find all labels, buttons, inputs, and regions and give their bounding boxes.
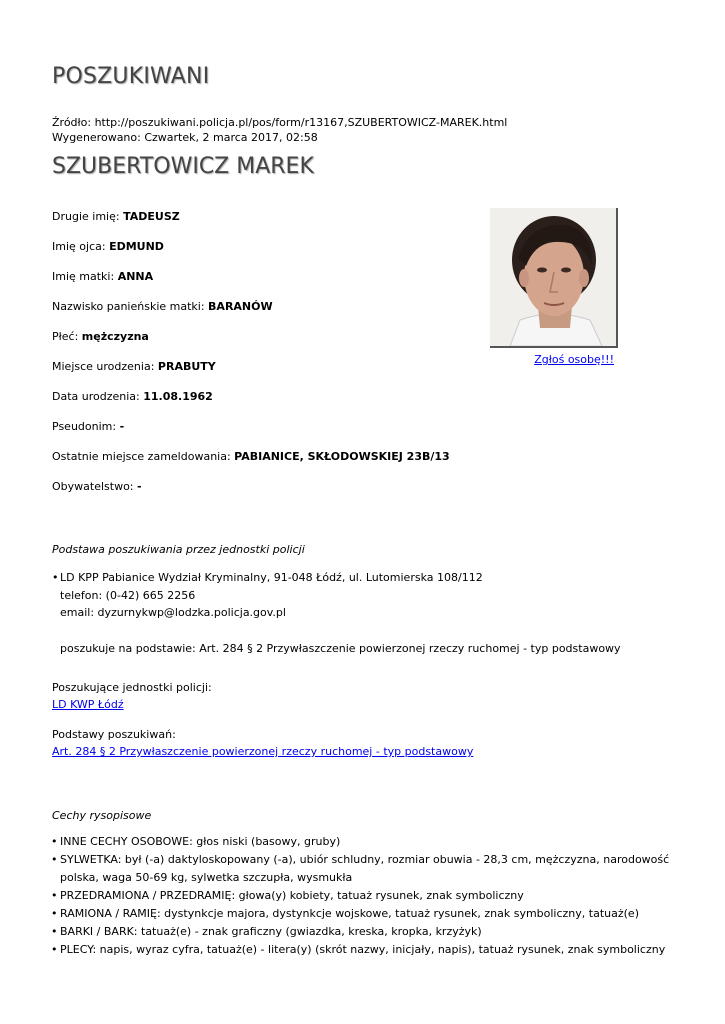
list-item: • SYLWETKA: był (-a) daktyloskopowany (-a), ubiór schludny, rozmiar obuwia - 28,3 cm, mężczyzna, narodowość polska, waga 50-69 kg, sylwetka szczupła, wysmukła <box>60 851 680 887</box>
person-name: SZUBERTOWICZ MAREK <box>52 154 314 179</box>
search-basis: poszukuje na podstawie: Art. 284 § 2 Przywłaszczenie powierzonej rzeczy ruchomej - typ podstawowy <box>60 641 621 655</box>
source-line: Źródło: http://poszukiwani.policja.pl/pos/form/r13167,SZUBERTOWICZ-MAREK.html <box>52 116 508 129</box>
personal-details <box>52 210 450 510</box>
features-list <box>52 833 680 959</box>
searching-units <box>52 679 212 713</box>
field-mother-maiden-name: Nazwisko panieńskie matki: BARANÓW <box>52 300 273 313</box>
searching-units-label: Poszukujące jednostki policji: <box>52 681 212 694</box>
unit-block <box>52 569 672 657</box>
list-item: • PLECY: napis, wyraz cyfra, tatuaż(e) - litera(y) (skrót nazwy, inicjały, napis), tatuaż rysunek, znak symboliczny <box>60 941 680 959</box>
field-middle-name: Drugie imię: TADEUSZ <box>52 210 180 223</box>
features-heading: Cechy rysopisowe <box>52 809 152 822</box>
unit-name: LD KPP Pabianice Wydział Kryminalny, 91-048 Łódź, ul. Lutomierska 108/112 <box>60 571 483 584</box>
list-item: • RAMIONA / RAMIĘ: dystynkcje majora, dystynkcje wojskowe, tatuaż rysunek, znak symboliczny, tatuaż(e) <box>60 905 680 923</box>
field-birthplace: Miejsce urodzenia: PRABUTY <box>52 360 216 373</box>
searching-unit-link[interactable]: LD KWP Łódź <box>52 698 124 711</box>
portrait-illustration <box>490 208 616 346</box>
field-birthdate: Data urodzenia: 11.08.1962 <box>52 390 213 403</box>
field-father-name: Imię ojca: EDMUND <box>52 240 164 253</box>
search-bases <box>52 726 473 760</box>
generated-line: Wygenerowano: Czwartek, 2 marca 2017, 02:58 <box>52 131 318 144</box>
person-photo <box>490 208 618 348</box>
report-person-link[interactable]: Zgłoś osobę!!! <box>534 353 614 366</box>
field-sex: Płeć: mężczyzna <box>52 330 149 343</box>
search-bases-label: Podstawy poszukiwań: <box>52 728 176 741</box>
list-item: • INNE CECHY OSOBOWE: głos niski (basowy, gruby) <box>60 833 680 851</box>
list-item: • PRZEDRAMIONA / PRZEDRAMIĘ: głowa(y) kobiety, tatuaż rysunek, znak symboliczny <box>60 887 680 905</box>
list-item: • BARKI / BARK: tatuaż(e) - znak graficzny (gwiazdka, kreska, kropka, krzyżyk) <box>60 923 680 941</box>
field-citizenship: Obywatelstwo: - <box>52 480 142 493</box>
unit-email: email: dyzurnykwp@lodzka.policja.gov.pl <box>60 606 286 619</box>
field-mother-name: Imię matki: ANNA <box>52 270 154 283</box>
site-title: POSZUKIWANI <box>52 64 210 89</box>
search-basis-link[interactable]: Art. 284 § 2 Przywłaszczenie powierzonej rzeczy ruchomej - typ podstawowy <box>52 745 474 758</box>
field-alias: Pseudonim: - <box>52 420 125 433</box>
basis-heading: Podstawa poszukiwania przez jednostki policji <box>52 543 305 556</box>
field-last-address: Ostatnie miejsce zameldowania: PABIANICE, SKŁODOWSKIEJ 23B/13 <box>52 450 450 463</box>
bullet-icon: • <box>52 571 59 584</box>
photo-container <box>490 208 620 366</box>
unit-phone: telefon: (0-42) 665 2256 <box>60 588 196 602</box>
document-meta <box>52 115 507 145</box>
